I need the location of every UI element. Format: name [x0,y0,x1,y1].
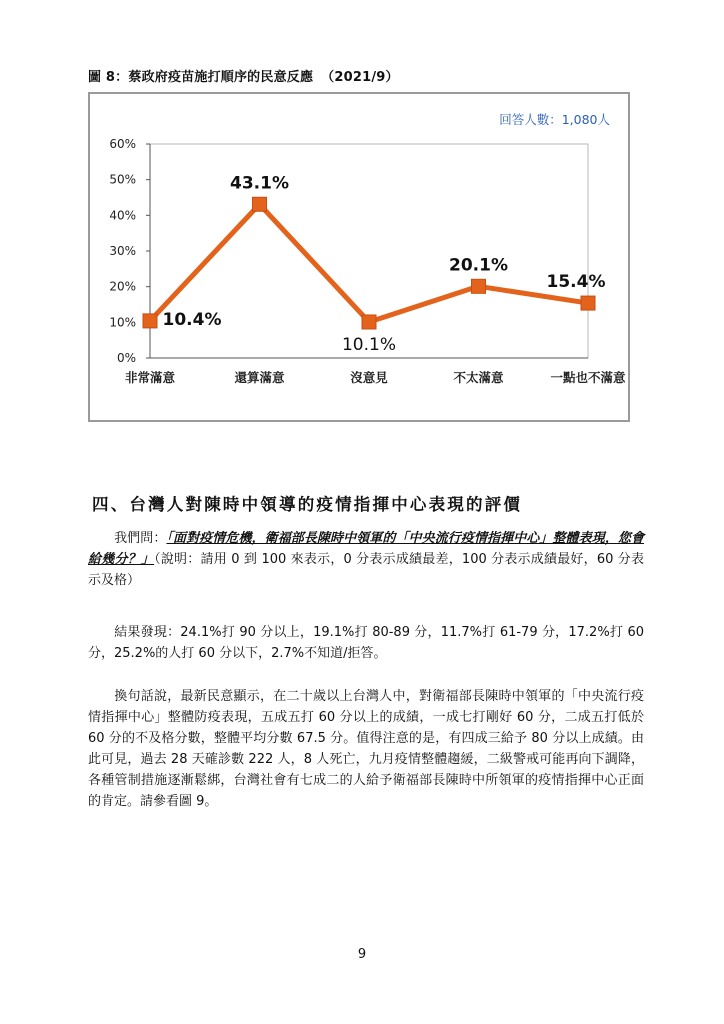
question-paragraph [88,528,644,591]
data-point-marker [581,296,595,310]
y-tick-label: 30% [109,244,136,258]
data-point-marker [362,315,376,329]
y-tick-label: 60% [109,137,136,151]
x-tick-label: 還算滿意 [234,370,285,385]
y-axis [109,137,588,365]
data-label: 10.4% [162,309,222,330]
survey-question: 「面對疫情危機，衛福部長陳時中領軍的「中央流行疫情指揮中心」整體表現，您會給幾分？」 [88,531,644,567]
y-tick-label: 40% [109,208,136,223]
data-label: 15.4% [546,272,606,293]
y-tick-label: 0% [116,351,136,365]
line-chart [90,94,628,420]
chart-frame [88,92,630,422]
x-tick-label: 沒意見 [350,370,388,385]
analysis-text: 換句話說，最新民意顯示，在二十歲以上台灣人中，對衛福部長陳時中領軍的「中央流行疫情指揮中心」整體防疫表現，五成五打 60 分以上的成績，一成七打剛好 60 分，二成五打低於 60 分的不及格分數，整體平均分數 67.5 分。值得注意的是，有四成三給予 80 分以上成績。由此可見，過去 28 天確診數 222 人，8 人死亡，九月疫情整體趨緩，二級警戒可能再向下調降，各種管制措施逐漸鬆綁，台灣社會有七成二的人給予衛福部長陳時中所領軍的疫情指揮中心正面的肯定。請參看圖 9。 [88,689,644,809]
data-point-marker [472,279,486,293]
data-label: 20.1% [449,255,508,276]
results-paragraph [88,622,644,664]
results-text: 結果發現：24.1%打 90 分以上，19.1%打 80-89 分，11.7%打 61-79 分，17.2%打 60 分，25.2%的人打 60 分以下，2.7%不知道/拒答。 [88,625,644,661]
page-number: 9 [357,947,367,962]
figure-caption [88,66,399,85]
x-axis [125,358,626,385]
y-tick-label: 50% [109,172,136,187]
figure-caption-title: 圖 8：蔡政府疫苗施打順序的民意反應 [88,70,314,85]
y-tick-label: 20% [109,279,136,294]
data-label: 10.1% [341,334,397,355]
data-labels [163,173,606,355]
x-tick-label: 一點也不滿意 [550,370,626,385]
data-label: 43.1% [230,173,289,194]
data-point-marker [253,197,267,211]
figure-caption-date: （2021/9） [321,70,399,85]
x-tick-label: 不太滿意 [453,370,504,385]
section-title: 四、台灣人對陳時中領導的疫情指揮中心表現的評價 [92,495,523,514]
x-tick-label: 非常滿意 [124,370,176,385]
question-note: （說明：請用 0 到 100 來表示，0 分表示成績最差，100 分表示成績最好，60 分表示及格） [88,552,644,588]
respondent-count-annotation: 回答人數：1,080人 [499,112,610,127]
question-prefix: 我們問： [114,531,167,546]
series-line [150,204,588,322]
data-point-marker [143,314,157,328]
analysis-paragraph [88,686,644,812]
y-tick-label: 10% [109,315,136,330]
